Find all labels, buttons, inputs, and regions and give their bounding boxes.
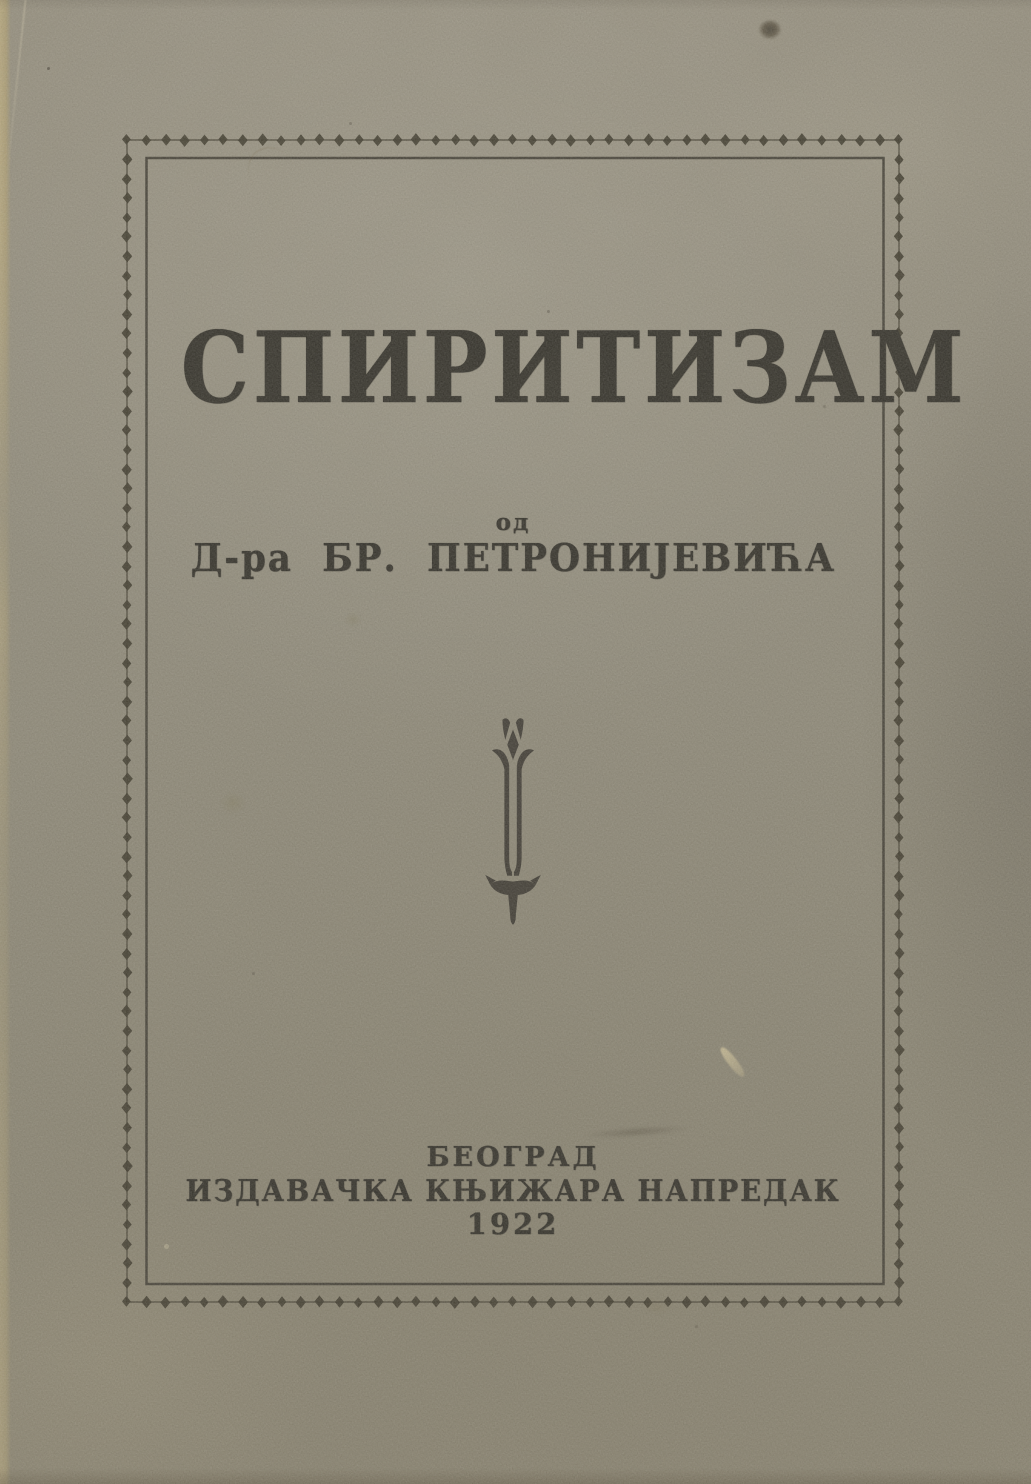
byline-preposition: од — [495, 509, 531, 536]
byline-band — [127, 511, 899, 534]
publisher-city-band — [127, 1144, 899, 1171]
publication-year-band — [127, 1207, 899, 1241]
publisher-imprint-band — [127, 1174, 899, 1209]
publisher-city: БЕОГРАД — [426, 1142, 600, 1173]
dagger-fleuron-icon — [484, 716, 542, 938]
author-band — [127, 535, 899, 580]
book-edge-strip — [0, 0, 11, 1484]
author-name: Д-ра БР. ПЕТРОНИЈЕВИЋА — [190, 535, 836, 580]
publisher-imprint: ИЗДАВАЧКА КЊИЖАРА НАПРЕДАК — [185, 1174, 841, 1209]
book-title: СПИРИТИЗАМ — [180, 311, 968, 426]
publication-year: 1922 — [466, 1207, 560, 1241]
bottom-edge-shadow — [0, 1468, 1031, 1484]
top-edge-shadow — [0, 0, 1031, 10]
title-band — [127, 311, 968, 426]
